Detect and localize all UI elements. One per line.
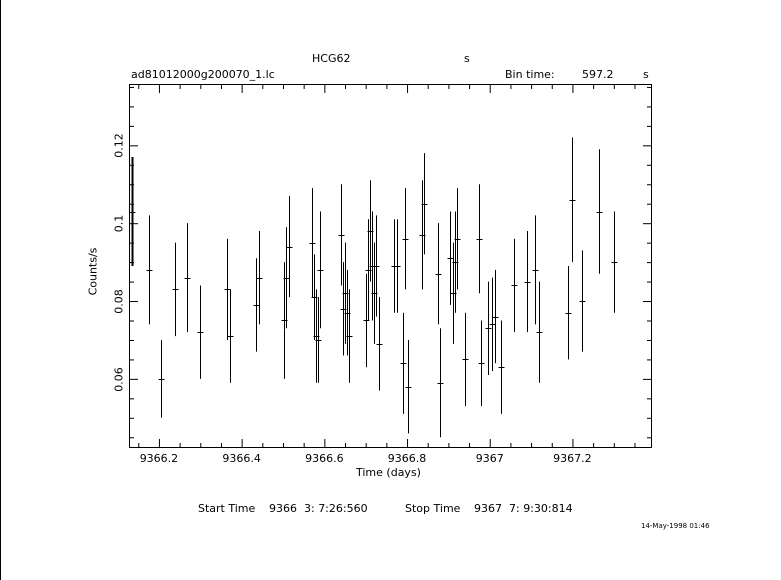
x-tick-label: 9366.4 bbox=[222, 452, 261, 465]
bin-time-value: 597.2 bbox=[582, 68, 614, 81]
data-point bbox=[493, 270, 499, 363]
stop-time-value: 9367 7: 9:30:814 bbox=[474, 502, 573, 515]
data-point bbox=[486, 282, 492, 375]
y-tick-label: 0.06 bbox=[112, 367, 126, 392]
data-point bbox=[147, 215, 153, 324]
data-point bbox=[525, 231, 531, 332]
start-time-value: 9366 3: 7:26:560 bbox=[269, 502, 368, 515]
data-point bbox=[490, 278, 496, 371]
data-point bbox=[479, 320, 485, 406]
data-point bbox=[257, 231, 263, 324]
data-point bbox=[448, 212, 454, 305]
data-point bbox=[463, 313, 469, 406]
data-point bbox=[130, 157, 136, 266]
data-point bbox=[438, 328, 444, 437]
data-point bbox=[580, 250, 586, 351]
data-point bbox=[173, 243, 179, 336]
data-point bbox=[287, 196, 293, 297]
data-point bbox=[512, 239, 518, 332]
data-point bbox=[198, 285, 204, 378]
data-point bbox=[566, 266, 572, 359]
start-time-label: Start Time bbox=[198, 502, 256, 515]
data-point bbox=[377, 297, 383, 390]
data-points bbox=[130, 138, 618, 438]
data-point bbox=[401, 313, 407, 414]
plot-frame bbox=[130, 85, 652, 448]
data-point bbox=[403, 188, 409, 289]
y-tick-label: 0.1 bbox=[112, 214, 126, 233]
x-tick-label: 9367.2 bbox=[553, 452, 592, 465]
x-tick-label: 9366.2 bbox=[139, 452, 179, 465]
data-point bbox=[499, 320, 505, 413]
x-axis-label: Time (days) bbox=[356, 466, 421, 479]
y-tick-label: 0.08 bbox=[112, 289, 126, 314]
data-point bbox=[228, 289, 234, 382]
data-point bbox=[254, 258, 260, 351]
data-point bbox=[612, 212, 618, 313]
object-unit: s bbox=[464, 52, 470, 65]
bin-time-unit: s bbox=[643, 68, 649, 81]
plot-timestamp: 14-May-1998 01:46 bbox=[641, 522, 710, 530]
file-name: ad81012000g200070_1.lc bbox=[131, 68, 275, 81]
data-point bbox=[597, 149, 603, 274]
data-point bbox=[159, 340, 165, 418]
data-point bbox=[185, 223, 191, 332]
x-tick-label: 9366.6 bbox=[305, 452, 344, 465]
bin-time-label: Bin time: bbox=[505, 68, 555, 81]
data-point bbox=[436, 223, 442, 324]
data-point bbox=[225, 239, 231, 340]
data-point bbox=[533, 215, 539, 324]
x-tick-label: 9366.8 bbox=[387, 452, 427, 465]
data-point bbox=[537, 282, 543, 383]
data-point bbox=[406, 340, 412, 433]
y-axis-label: Counts/s bbox=[86, 247, 100, 296]
stop-time-label: Stop Time bbox=[405, 502, 461, 515]
y-tick-label: 0.12 bbox=[112, 133, 126, 159]
x-tick-label: 9367 bbox=[475, 452, 504, 465]
data-point bbox=[570, 138, 576, 263]
data-point bbox=[477, 184, 483, 293]
object-name: HCG62 bbox=[312, 52, 351, 65]
data-point bbox=[395, 219, 401, 312]
